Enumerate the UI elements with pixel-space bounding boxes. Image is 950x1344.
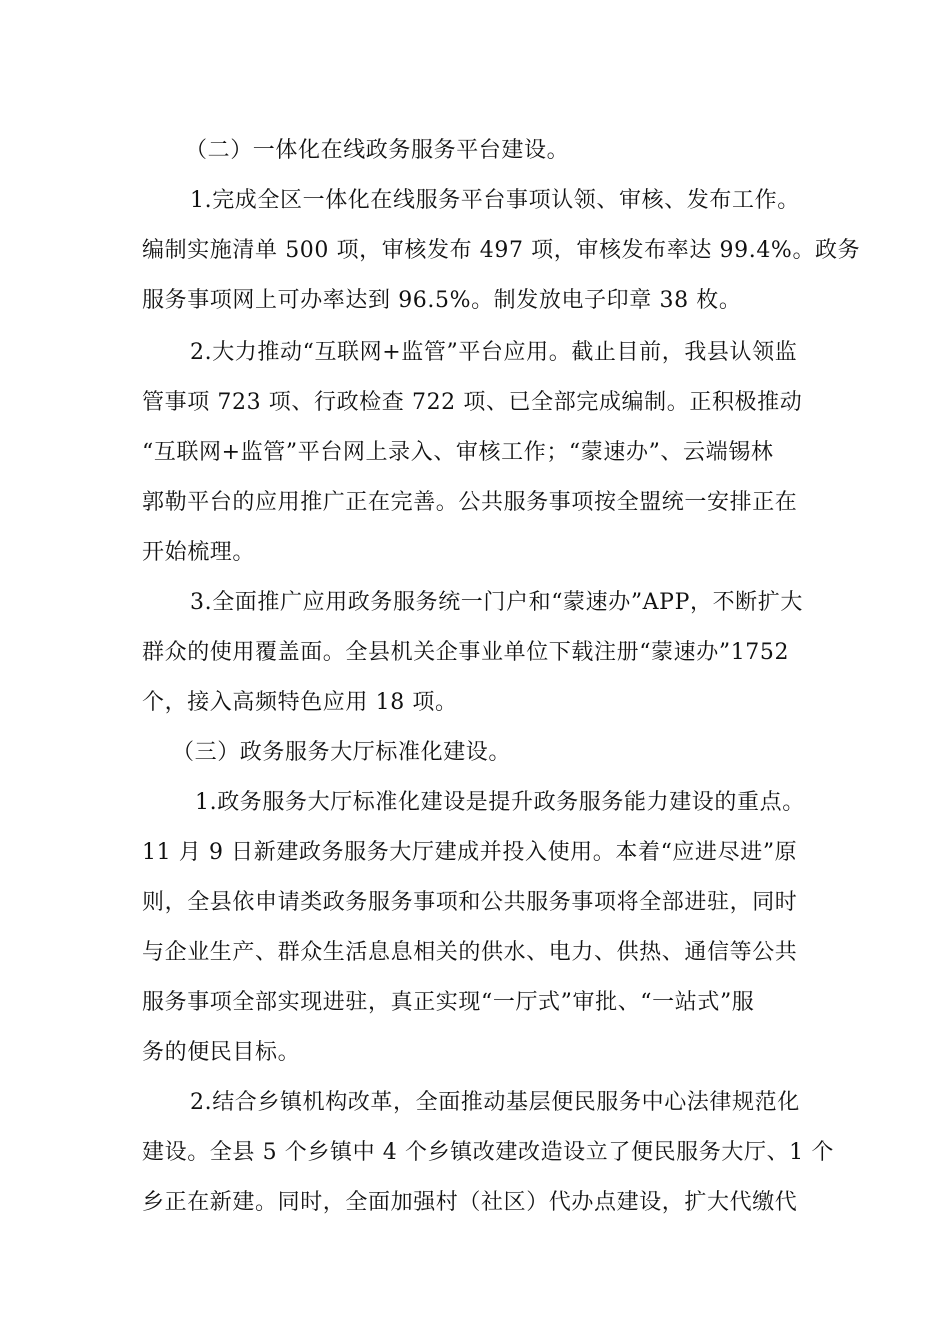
- paragraph-line: 服务事项网上可办率达到 96.5%。制发放电子印章 38 枚。: [142, 288, 742, 313]
- paragraph-line: 建设。全县 5 个乡镇中 4 个乡镇改建改造设立了便民服务大厅、1 个: [142, 1140, 834, 1165]
- paragraph-line: 3.全面推广应用政务服务统一门户和“蒙速办”APP，不断扩大: [190, 590, 803, 615]
- paragraph-line: 2.结合乡镇机构改革，全面推动基层便民服务中心法律规范化: [190, 1090, 800, 1115]
- section-heading-online-platform: （二）一体化在线政务服务平台建设。: [185, 138, 570, 163]
- paragraph-line: 管事项 723 项、行政检查 722 项、已全部完成编制。正积极推动: [142, 390, 803, 415]
- paragraph-line: 服务事项全部实现进驻，真正实现“一厅式”审批、“一站式”服: [142, 990, 755, 1015]
- paragraph-line: 11 月 9 日新建政务服务大厅建成并投入使用。本着“应进尽进”原: [142, 840, 798, 865]
- paragraph-line: 与企业生产、群众生活息息相关的供水、电力、供热、通信等公共: [142, 940, 798, 965]
- paragraph-line: 2.大力推动“互联网+监管”平台应用。截止目前，我县认领监: [190, 340, 798, 365]
- paragraph-line: 编制实施清单 500 项，审核发布 497 项，审核发布率达 99.4%。政务: [142, 238, 861, 263]
- paragraph-line: 务的便民目标。: [142, 1040, 301, 1065]
- paragraph-line: 1.政务服务大厅标准化建设是提升政务服务能力建设的重点。: [195, 790, 805, 815]
- section-heading-service-hall: （三）政务服务大厅标准化建设。: [172, 740, 512, 765]
- paragraph-line: 个，接入高频特色应用 18 项。: [142, 690, 458, 715]
- paragraph-line: 1.完成全区一体化在线服务平台事项认领、审核、发布工作。: [190, 188, 800, 213]
- paragraph-line: 乡正在新建。同时，全面加强村（社区）代办点建设，扩大代缴代: [142, 1190, 798, 1215]
- paragraph-line: 开始梳理。: [142, 540, 256, 565]
- paragraph-line: 则，全县依申请类政务服务事项和公共服务事项将全部进驻，同时: [142, 890, 798, 915]
- paragraph-line: 群众的使用覆盖面。全县机关企事业单位下载注册“蒙速办”1752: [142, 640, 790, 665]
- paragraph-line: “互联网+监管”平台网上录入、审核工作；“蒙速办”、云端锡林: [142, 440, 774, 465]
- paragraph-line: 郭勒平台的应用推广正在完善。公共服务事项按全盟统一安排正在: [142, 490, 798, 515]
